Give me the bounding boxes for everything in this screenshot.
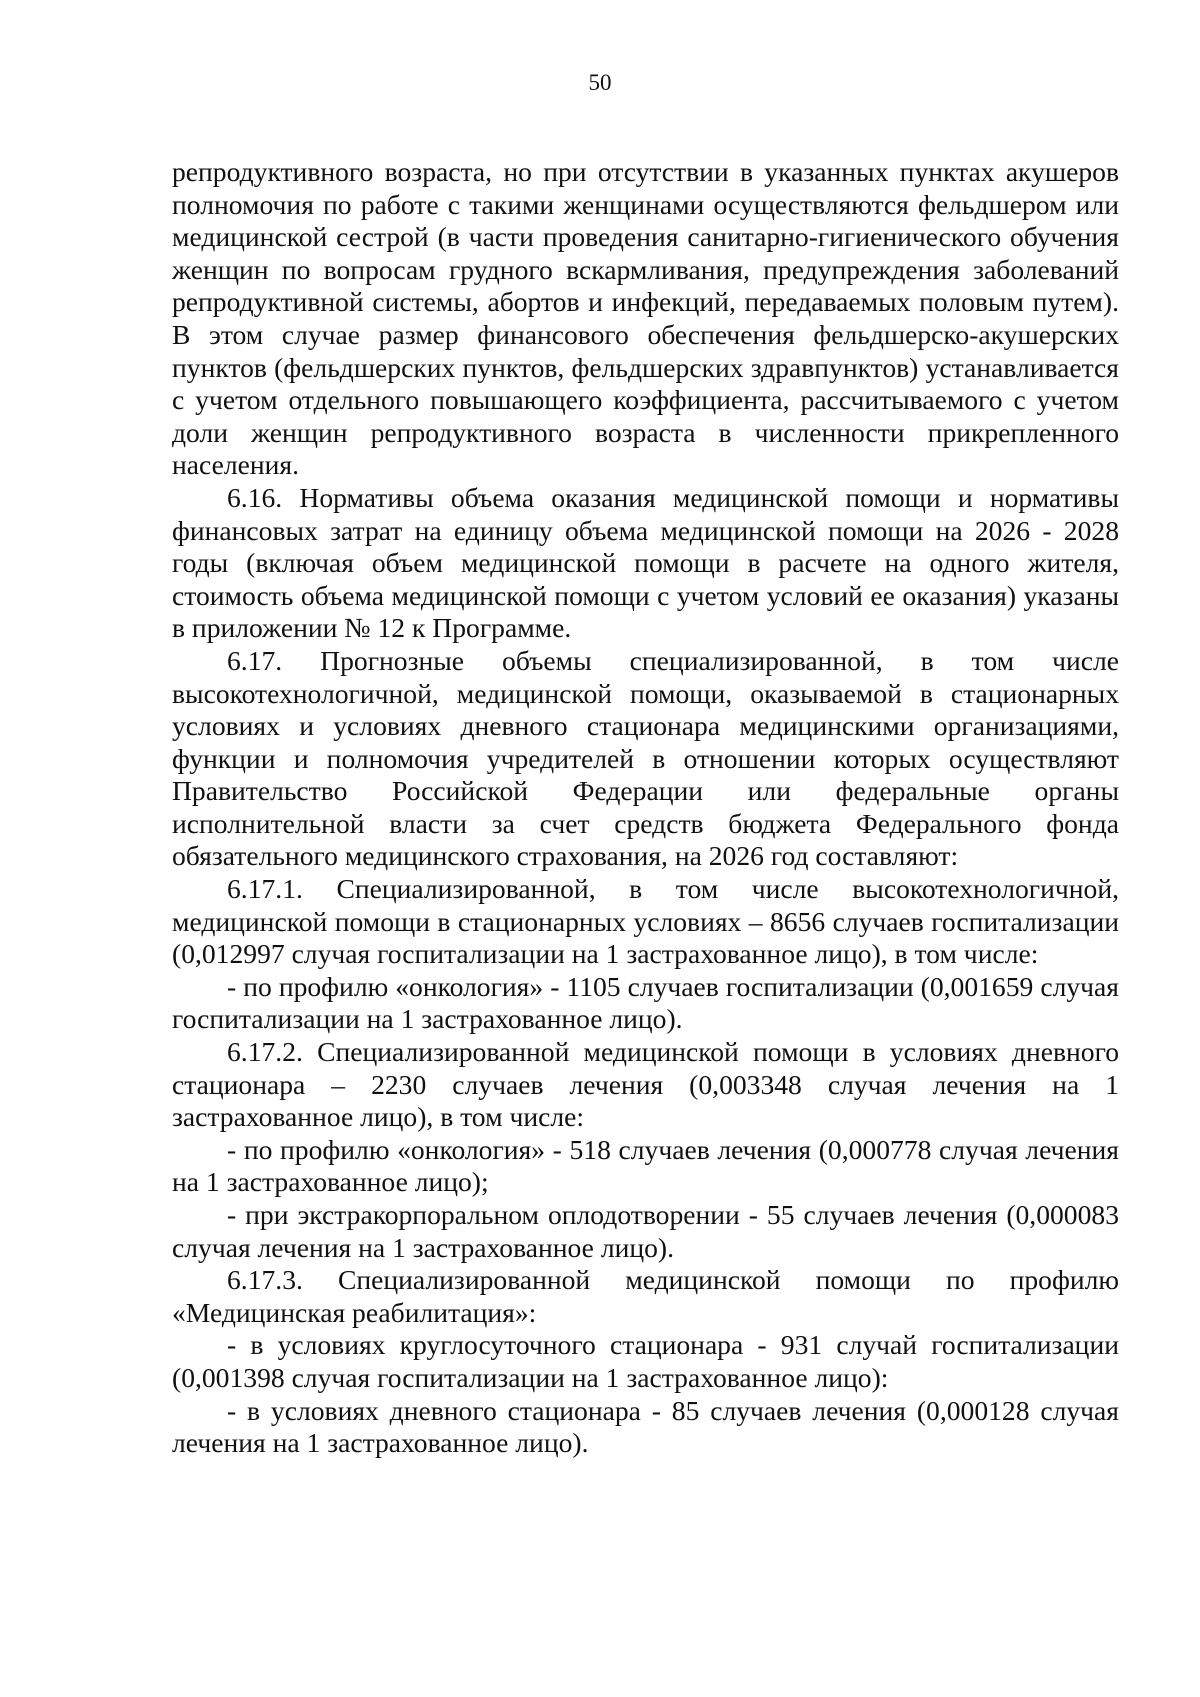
list-item-oncology-treatment: - по профилю «онкология» - 518 случаев лечения (0,000778 случая лечения на 1 застрахованное лицо); — [172, 1133, 1119, 1198]
list-item-oncology-hospitalization: - по профилю «онкология» - 1105 случаев госпитализации (0,001659 случая госпитализации на 1 застрахованное лицо). — [172, 970, 1119, 1035]
paragraph-continuation: репродуктивного возраста, но при отсутствии в указанных пунктах акушеров полномочия по работе с такими женщинами осуществляются фельдшером или медицинской сестрой (в части проведения санитарно-гигиенического обучения женщин по вопросам грудного вскармливания, предупреждения заболеваний репродуктивной системы, абортов и инфекций, передаваемых половым путем). В этом случае размер финансового обеспечения фельдшерско-акушерских пунктов (фельдшерских пунктов, фельдшерских здравпунктов) устанавливается с учетом отдельного повышающего коэффициента, рассчитываемого с учетом доли женщин репродуктивного возраста в численности прикрепленного населения. — [172, 156, 1119, 481]
list-item-round-the-clock-hospital: - в условиях круглосуточного стационара - 931 случай госпитализации (0,001398 случая госпитализации на 1 застрахованное лицо): — [172, 1329, 1119, 1393]
paragraph-6-17-3: 6.17.3. Специализированной медицинской помощи по профилю «Медицинская реабилитация»: — [172, 1264, 1119, 1328]
paragraph-6-16: 6.16. Нормативы объема оказания медицинской помощи и нормативы финансовых затрат на единицу объема медицинской помощи на 2026 - 2028 годы (включая объем медицинской помощи в расчете на одного жителя, стоимость объема медицинской помощи с учетом условий ее оказания) указаны в приложении № 12 к Программе. — [172, 481, 1119, 644]
page-number: 50 — [588, 70, 612, 95]
paragraph-6-17-2: 6.17.2. Специализированной медицинской помощи в условиях дневного стационара – 2230 случаев лечения (0,003348 случая лечения на 1 застрахованное лицо), в том числе: — [172, 1036, 1119, 1133]
paragraph-6-17: 6.17. Прогнозные объемы специализированной, в том числе высокотехнологичной, медицинской помощи, оказываемой в стационарных условиях и условиях дневного стационара медицинскими организациями, функции и полномочия учредителей в отношении которых осуществляют Правительство Российской Федерации или федеральные органы исполнительной власти за счет средств бюджета Федерального фонда обязательного медицинского страхования, на 2026 год составляют: — [172, 644, 1119, 872]
list-item-day-hospital: - в условиях дневного стационара - 85 случаев лечения (0,000128 случая лечения на 1 застрахованное лицо). — [172, 1394, 1119, 1459]
paragraph-6-17-1: 6.17.1. Специализированной, в том числе высокотехнологичной, медицинской помощи в стационарных условиях – 8656 случаев госпитализации (0,012997 случая госпитализации на 1 застрахованное лицо), в том числе: — [172, 873, 1119, 970]
document-body — [172, 156, 1119, 1460]
list-item-ivf-treatment: - при экстракорпоральном оплодотворении - 55 случаев лечения (0,000083 случая лечения на 1 застрахованное лицо). — [172, 1199, 1119, 1263]
